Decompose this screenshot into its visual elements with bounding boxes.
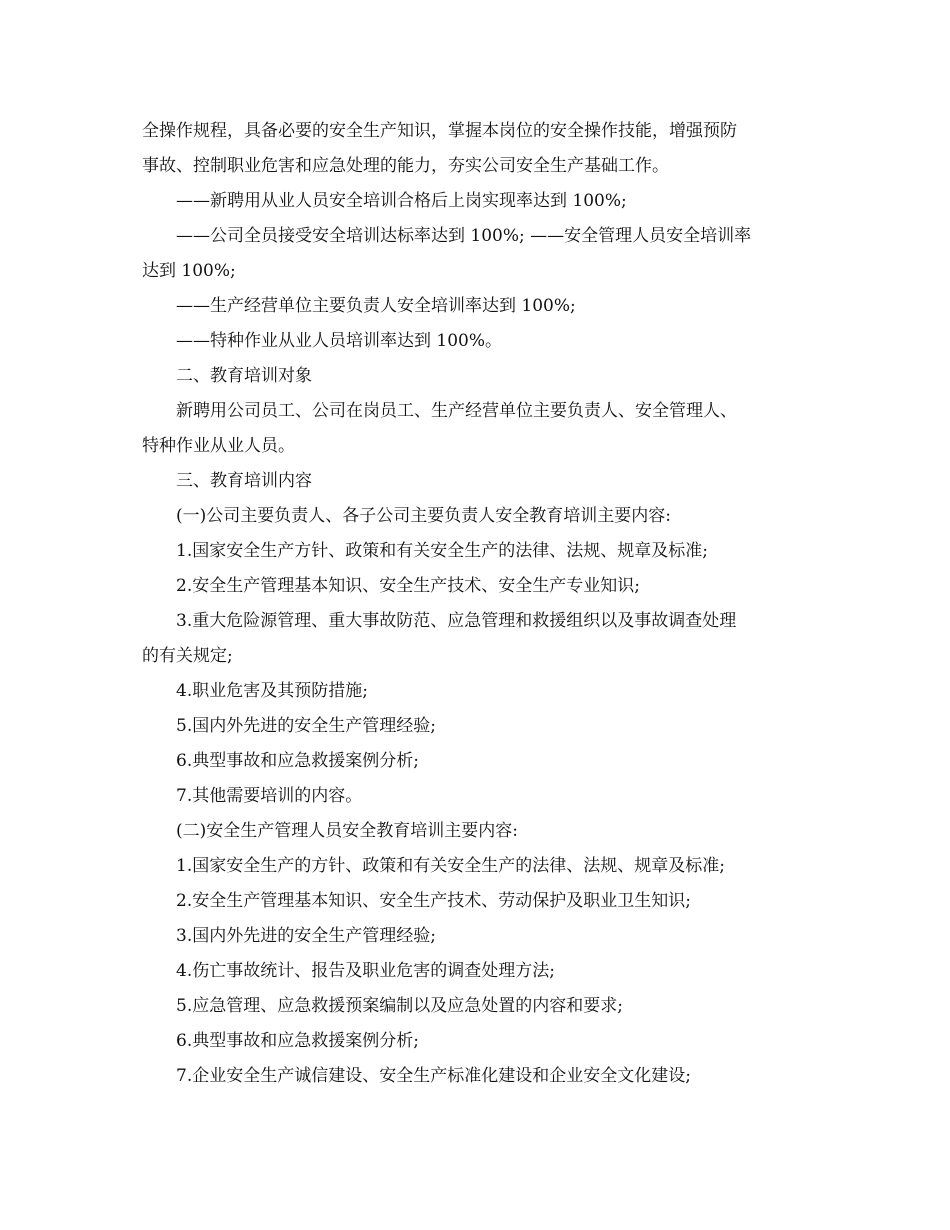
document-body bbox=[142, 114, 806, 1094]
text-line: ——生产经营单位主要负责人安全培训率达到 100%; bbox=[176, 296, 576, 316]
list-item-continuation: 的有关规定; bbox=[142, 646, 233, 666]
list-item: 4.伤亡事故统计、报告及职业危害的调查处理方法; bbox=[176, 961, 555, 981]
list-item: 1.国家安全生产方针、政策和有关安全生产的法律、法规、规章及标准; bbox=[176, 541, 708, 561]
text-line: 新聘用公司员工、公司在岗员工、生产经营单位主要负责人、安全管理人、 bbox=[176, 401, 737, 421]
text-line: 事故、控制职业危害和应急处理的能力，夯实公司安全生产基础工作。 bbox=[142, 156, 669, 176]
list-item: 7.其他需要培训的内容。 bbox=[176, 786, 363, 806]
section-heading: 二、教育培训对象 bbox=[176, 366, 312, 386]
list-item: 2.安全生产管理基本知识、安全生产技术、劳动保护及职业卫生知识; bbox=[176, 891, 691, 911]
text-line: 特种作业从业人员。 bbox=[142, 436, 295, 456]
list-item: 5.应急管理、应急救援预案编制以及应急处置的内容和要求; bbox=[176, 996, 623, 1016]
list-item: 3.国内外先进的安全生产管理经验; bbox=[176, 926, 436, 946]
list-item: 2.安全生产管理基本知识、安全生产技术、安全生产专业知识; bbox=[176, 576, 640, 596]
list-item: 1.国家安全生产的方针、政策和有关安全生产的法律、法规、规章及标准; bbox=[176, 856, 725, 876]
text-line: ——特种作业从业人员培训率达到 100%。 bbox=[176, 331, 503, 351]
list-item: 6.典型事故和应急救援案例分析; bbox=[176, 1031, 419, 1051]
list-item: 5.国内外先进的安全生产管理经验; bbox=[176, 716, 436, 736]
subsection-heading: (一)公司主要负责人、各子公司主要负责人安全教育培训主要内容: bbox=[176, 506, 671, 526]
text-line: 全操作规程，具备必要的安全生产知识，掌握本岗位的安全操作技能，增强预防 bbox=[142, 121, 737, 141]
text-line: 达到 100%; bbox=[142, 261, 236, 281]
section-heading: 三、教育培训内容 bbox=[176, 471, 312, 491]
list-item: 6.典型事故和应急救援案例分析; bbox=[176, 751, 419, 771]
text-line: ——公司全员接受安全培训达标率达到 100%; ——安全管理人员安全培训率 bbox=[176, 226, 752, 246]
text-line: ——新聘用从业人员安全培训合格后上岗实现率达到 100%; bbox=[176, 191, 627, 211]
list-item: 7.企业安全生产诚信建设、安全生产标准化建设和企业安全文化建设; bbox=[176, 1066, 691, 1086]
list-item: 4.职业危害及其预防措施; bbox=[176, 681, 368, 701]
subsection-heading: (二)安全生产管理人员安全教育培训主要内容: bbox=[176, 821, 518, 841]
list-item: 3.重大危险源管理、重大事故防范、应急管理和救援组织以及事故调查处理 bbox=[176, 611, 737, 631]
